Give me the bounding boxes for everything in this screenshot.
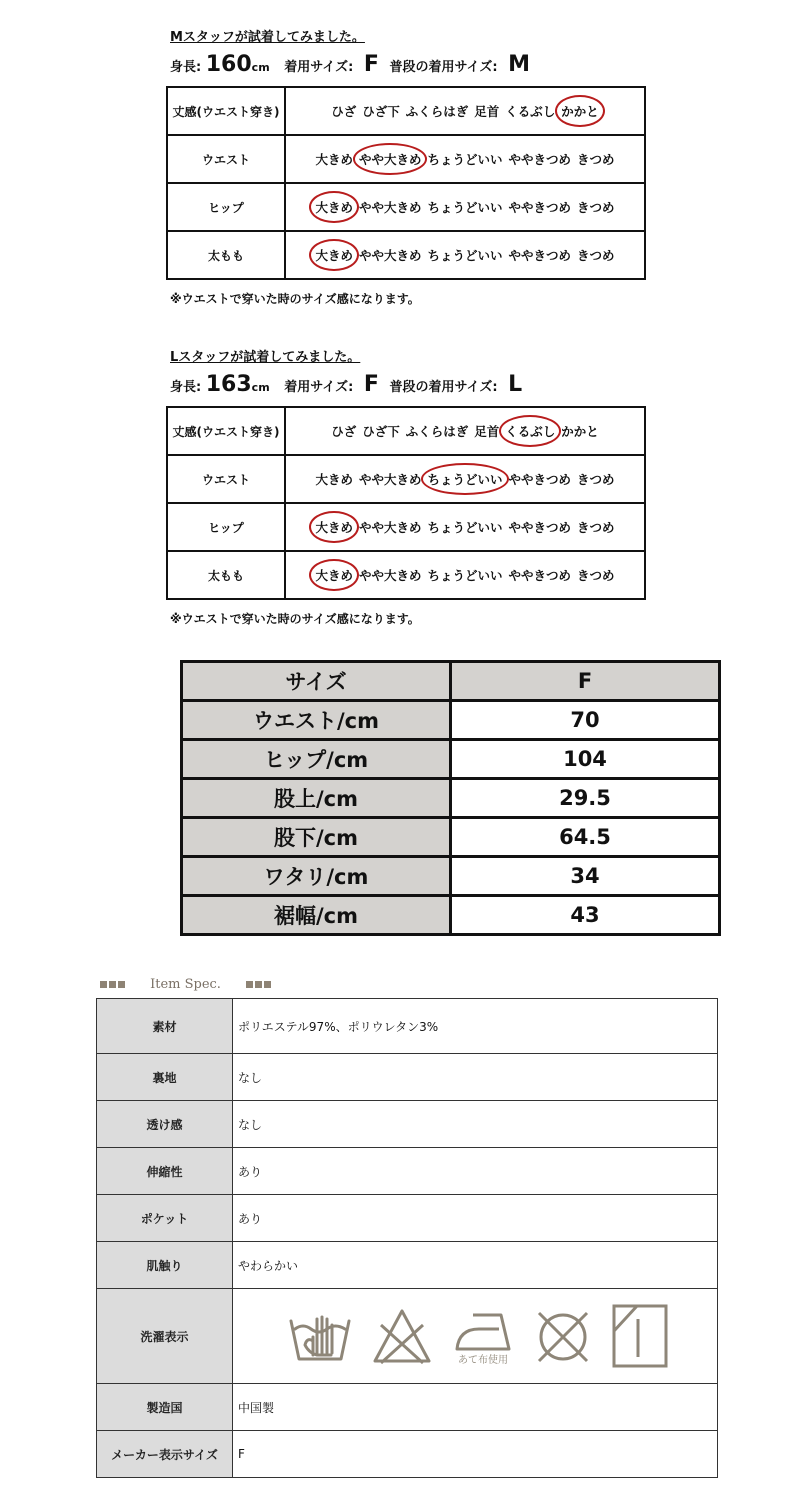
size-row-value: 64.5	[451, 818, 720, 857]
fit-option: ちょうどいい	[427, 568, 503, 583]
staff-m-note: ※ウエストで穿いた時のサイズ感になります。	[170, 292, 420, 306]
fit-option-selected: かかと	[561, 104, 599, 119]
size-row	[182, 740, 720, 779]
square-icon	[264, 981, 271, 988]
height-unit: cm	[251, 61, 270, 74]
fit-row-label: ヒップ	[167, 183, 285, 231]
spec-value: 中国製	[233, 1384, 718, 1431]
wear-size-label: 着用サイズ:	[284, 380, 354, 395]
staff-l-measurements	[170, 372, 522, 397]
square-icon	[255, 981, 262, 988]
fit-option-selected: 大きめ	[315, 568, 353, 583]
fit-option: くるぶし	[505, 104, 556, 119]
fit-option-selected: 大きめ	[315, 520, 353, 535]
fit-option: 足首	[474, 424, 500, 439]
line-dry-icon	[611, 1303, 669, 1369]
fit-option: 大きめ	[315, 472, 353, 487]
size-row-value: 43	[451, 896, 720, 935]
fit-option: ややきつめ	[508, 248, 572, 263]
size-row	[182, 818, 720, 857]
staff-l-fit-table	[166, 406, 646, 600]
size-header-value: F	[451, 662, 720, 701]
fit-option: ややきつめ	[508, 152, 572, 167]
size-row-label: 股上/cm	[182, 779, 451, 818]
fit-row	[167, 135, 645, 183]
size-row-label: 股下/cm	[182, 818, 451, 857]
fit-option: ややきつめ	[508, 472, 572, 487]
fit-row-label: ウエスト	[167, 135, 285, 183]
fit-row-options	[285, 503, 645, 551]
spec-row	[97, 1195, 718, 1242]
spec-row-care	[97, 1289, 718, 1384]
fit-option: ややきつめ	[508, 200, 572, 215]
usual-size-label: 普段の着用サイズ:	[389, 60, 498, 75]
fit-option: きつめ	[577, 200, 615, 215]
size-table-header	[182, 662, 720, 701]
fit-option: きつめ	[577, 472, 615, 487]
size-row-value: 70	[451, 701, 720, 740]
spec-row	[97, 999, 718, 1054]
height-unit: cm	[251, 381, 270, 394]
item-spec-title: Item Spec.	[150, 977, 221, 992]
fit-row-label: 太もも	[167, 551, 285, 599]
fit-row-label: 丈感(ウエスト穿き)	[167, 407, 285, 455]
fit-option: やや大きめ	[358, 568, 422, 583]
iron-note: あて布使用	[457, 1355, 508, 1366]
staff-m-measurements	[170, 52, 530, 77]
iron-with-cloth-icon	[451, 1305, 515, 1367]
size-row-label: ヒップ/cm	[182, 740, 451, 779]
fit-option: きつめ	[577, 520, 615, 535]
fit-row	[167, 183, 645, 231]
wear-size-value: F	[363, 372, 379, 397]
spec-row	[97, 1384, 718, 1431]
height-value: 160	[205, 52, 252, 77]
item-spec-heading	[100, 974, 273, 994]
size-row	[182, 779, 720, 818]
fit-option: ひざ	[331, 104, 357, 119]
no-tumble-dry-icon	[533, 1307, 593, 1365]
fit-row-options	[285, 135, 645, 183]
spec-value: F	[233, 1431, 718, 1478]
care-icons-cell	[233, 1289, 718, 1384]
fit-row	[167, 87, 645, 135]
fit-option: ちょうどいい	[427, 520, 503, 535]
staff-m-fit-table	[166, 86, 646, 280]
fit-option: ちょうどいい	[427, 248, 503, 263]
fit-option: ひざ	[331, 424, 357, 439]
fit-option: ややきつめ	[508, 568, 572, 583]
usual-size-label: 普段の着用サイズ:	[389, 380, 498, 395]
fit-option: ふくらはぎ	[405, 104, 469, 119]
spec-label: 洗濯表示	[97, 1289, 233, 1384]
height-label: 身長:	[170, 380, 202, 395]
fit-row-label: 丈感(ウエスト穿き)	[167, 87, 285, 135]
spec-label: 透け感	[97, 1101, 233, 1148]
square-icon	[118, 981, 125, 988]
no-bleach-icon	[371, 1307, 433, 1365]
size-row	[182, 896, 720, 935]
fit-option: ふくらはぎ	[405, 424, 469, 439]
size-row	[182, 857, 720, 896]
fit-row	[167, 503, 645, 551]
fit-option: きつめ	[577, 248, 615, 263]
hand-wash-icon	[287, 1307, 353, 1365]
spec-label: 製造国	[97, 1384, 233, 1431]
spec-label: 伸縮性	[97, 1148, 233, 1195]
size-row-label: ウエスト/cm	[182, 701, 451, 740]
fit-option-selected: ちょうどいい	[427, 472, 503, 487]
spec-label: メーカー表示サイズ	[97, 1431, 233, 1478]
size-row-label: 裾幅/cm	[182, 896, 451, 935]
spec-row	[97, 1242, 718, 1289]
care-icons	[238, 1303, 717, 1369]
spec-value: なし	[233, 1101, 718, 1148]
fit-row-label: ヒップ	[167, 503, 285, 551]
usual-size-value: M	[508, 52, 531, 77]
size-table	[180, 660, 721, 936]
fit-option: ひざ下	[362, 104, 400, 119]
fit-option: ちょうどいい	[427, 200, 503, 215]
fit-row	[167, 231, 645, 279]
spec-value: ポリエステル97%、ポリウレタン3%	[233, 999, 718, 1054]
fit-row-label: 太もも	[167, 231, 285, 279]
fit-option: ちょうどいい	[427, 152, 503, 167]
fit-option: やや大きめ	[358, 520, 422, 535]
fit-option-selected: 大きめ	[315, 200, 353, 215]
square-icon	[100, 981, 107, 988]
spec-label: 肌触り	[97, 1242, 233, 1289]
size-row-value: 34	[451, 857, 720, 896]
spec-row	[97, 1148, 718, 1195]
fit-row-options	[285, 183, 645, 231]
fit-row	[167, 551, 645, 599]
size-row-value: 29.5	[451, 779, 720, 818]
fit-row-label: ウエスト	[167, 455, 285, 503]
spec-row	[97, 1101, 718, 1148]
spec-label: 裏地	[97, 1054, 233, 1101]
fit-row-options	[285, 551, 645, 599]
square-icon	[246, 981, 253, 988]
size-row-value: 104	[451, 740, 720, 779]
fit-option-selected: 大きめ	[315, 248, 353, 263]
fit-option: かかと	[561, 424, 599, 439]
fit-option: 大きめ	[315, 152, 353, 167]
fit-row-options	[285, 231, 645, 279]
fit-row-options	[285, 407, 645, 455]
fit-option: きつめ	[577, 152, 615, 167]
staff-l-note: ※ウエストで穿いた時のサイズ感になります。	[170, 612, 420, 626]
wear-size-label: 着用サイズ:	[284, 60, 354, 75]
fit-row-options	[285, 455, 645, 503]
fit-option: やや大きめ	[358, 200, 422, 215]
fit-option: ややきつめ	[508, 520, 572, 535]
fit-option-selected: やや大きめ	[358, 152, 422, 167]
fit-option: やや大きめ	[358, 472, 422, 487]
size-row-label: ワタリ/cm	[182, 857, 451, 896]
fit-option: ひざ下	[362, 424, 400, 439]
spec-row	[97, 1431, 718, 1478]
spec-value: やわらかい	[233, 1242, 718, 1289]
item-spec-table	[96, 998, 718, 1478]
size-row	[182, 701, 720, 740]
fit-row	[167, 455, 645, 503]
fit-option: 足首	[474, 104, 500, 119]
spec-value: あり	[233, 1148, 718, 1195]
usual-size-value: L	[508, 372, 523, 397]
square-icon	[109, 981, 116, 988]
wear-size-value: F	[363, 52, 379, 77]
spec-label: ポケット	[97, 1195, 233, 1242]
spec-row	[97, 1054, 718, 1101]
staff-l-title: Lスタッフが試着してみました。	[170, 350, 361, 365]
spec-value: あり	[233, 1195, 718, 1242]
spec-label: 素材	[97, 999, 233, 1054]
fit-option: きつめ	[577, 568, 615, 583]
staff-m-title: Mスタッフが試着してみました。	[170, 30, 365, 45]
spec-value: なし	[233, 1054, 718, 1101]
height-value: 163	[205, 372, 252, 397]
height-label: 身長:	[170, 60, 202, 75]
fit-option-selected: くるぶし	[505, 424, 556, 439]
fit-option: やや大きめ	[358, 248, 422, 263]
fit-row-options	[285, 87, 645, 135]
size-header-label: サイズ	[182, 662, 451, 701]
fit-row	[167, 407, 645, 455]
